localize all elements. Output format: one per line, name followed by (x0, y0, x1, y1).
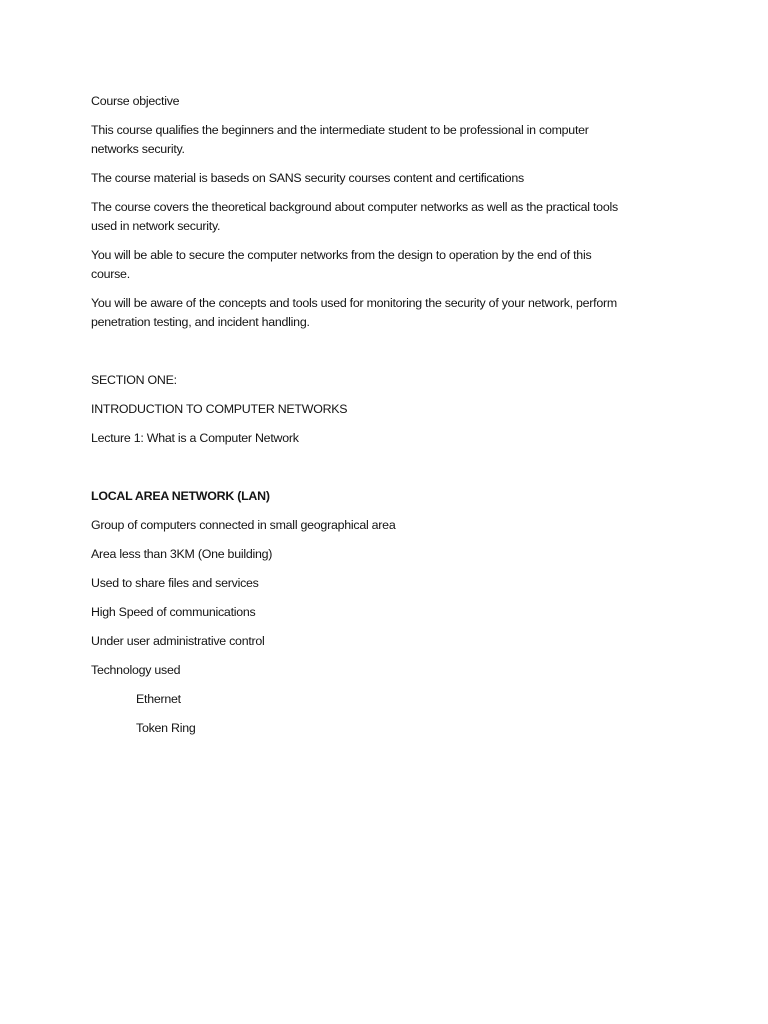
paragraph-line: You will be able to secure the computer networks from the design to operation by the end of this (91, 248, 592, 262)
objective-paragraph-4 (91, 246, 681, 284)
objective-paragraph-5 (91, 294, 681, 332)
paragraph-line: This course qualifies the beginners and the intermediate student to be professional in computer (91, 123, 589, 137)
paragraph-line: The course material is baseds on SANS security courses content and certifications (91, 171, 524, 185)
technology-item: Token Ring (136, 721, 196, 735)
lan-heading: LOCAL AREA NETWORK (LAN) (91, 489, 270, 503)
section-title: INTRODUCTION TO COMPUTER NETWORKS (91, 402, 348, 416)
paragraph-line: The course covers the theoretical background about computer networks as well as the practical tools (91, 200, 618, 214)
lan-point: Area less than 3KM (One building) (91, 547, 273, 561)
lan-point: Technology used (91, 663, 181, 677)
lan-point: Used to share files and services (91, 576, 259, 590)
lan-point: High Speed of communications (91, 605, 256, 619)
paragraph-line: penetration testing, and incident handling. (91, 315, 310, 329)
paragraph-line: course. (91, 267, 130, 281)
technology-item: Ethernet (136, 692, 181, 706)
lecture-title: Lecture 1: What is a Computer Network (91, 431, 299, 445)
paragraph-line: You will be aware of the concepts and tools used for monitoring the security of your network, perform (91, 296, 617, 310)
course-objective-heading: Course objective (91, 94, 180, 108)
blank-line (91, 342, 681, 371)
paragraph-line: used in network security. (91, 219, 221, 233)
lan-point: Group of computers connected in small geographical area (91, 518, 396, 532)
document-page (91, 92, 681, 748)
paragraph-line: networks security. (91, 142, 185, 156)
objective-paragraph-2 (91, 169, 681, 188)
lan-point: Under user administrative control (91, 634, 265, 648)
section-label: SECTION ONE: (91, 373, 177, 387)
blank-line (91, 458, 681, 487)
objective-paragraph-3 (91, 198, 681, 236)
objective-paragraph-1 (91, 121, 681, 159)
